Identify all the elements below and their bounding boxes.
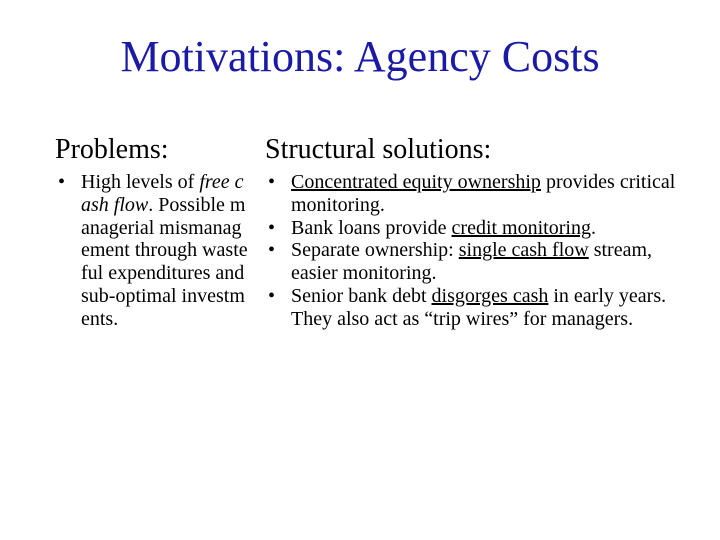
solution-text-part: provides critical monitoring. bbox=[291, 171, 676, 216]
solutions-list bbox=[265, 171, 695, 331]
problem-text-part: . Possible managerial mismanagement through wasteful expenditures and sub-optimal investments. bbox=[81, 193, 248, 330]
solution-text-part: Separate ownership: bbox=[291, 239, 459, 262]
disgorges-cash-underlined: disgorges cash bbox=[431, 284, 549, 307]
problem-text-part: High levels of bbox=[81, 171, 200, 193]
problem-item bbox=[55, 171, 250, 331]
solutions-heading: Structural solutions: bbox=[265, 134, 492, 165]
solution-text-part: . bbox=[590, 216, 596, 239]
solution-text-part: in early years. They also act as “trip wires” for managers. bbox=[291, 284, 667, 330]
bullet-icon: • bbox=[268, 239, 276, 262]
bullet-icon: • bbox=[58, 171, 66, 193]
concentrated-equity-underlined: Concentrated equity ownership bbox=[291, 171, 541, 193]
solution-item bbox=[265, 239, 695, 285]
credit-monitoring-underlined: credit monitoring bbox=[451, 216, 591, 239]
free-cash-flow-emphasis: free cash flow bbox=[81, 171, 244, 216]
bullet-icon: • bbox=[268, 284, 276, 307]
solution-text-part: stream, easier monitoring. bbox=[291, 239, 653, 285]
solution-item bbox=[265, 217, 695, 240]
solution-text-part: Bank loans provide bbox=[291, 216, 452, 239]
solution-item bbox=[265, 171, 695, 217]
bullet-icon: • bbox=[268, 216, 276, 239]
bullet-icon: • bbox=[268, 171, 276, 193]
solution-item bbox=[265, 285, 695, 331]
single-cash-flow-underlined: single cash flow bbox=[458, 239, 589, 262]
solution-text-part: Senior bank debt bbox=[291, 284, 432, 307]
problems-heading: Problems: bbox=[55, 134, 169, 165]
slide-title: Motivations: Agency Costs bbox=[120, 32, 600, 81]
problems-list bbox=[55, 171, 250, 331]
